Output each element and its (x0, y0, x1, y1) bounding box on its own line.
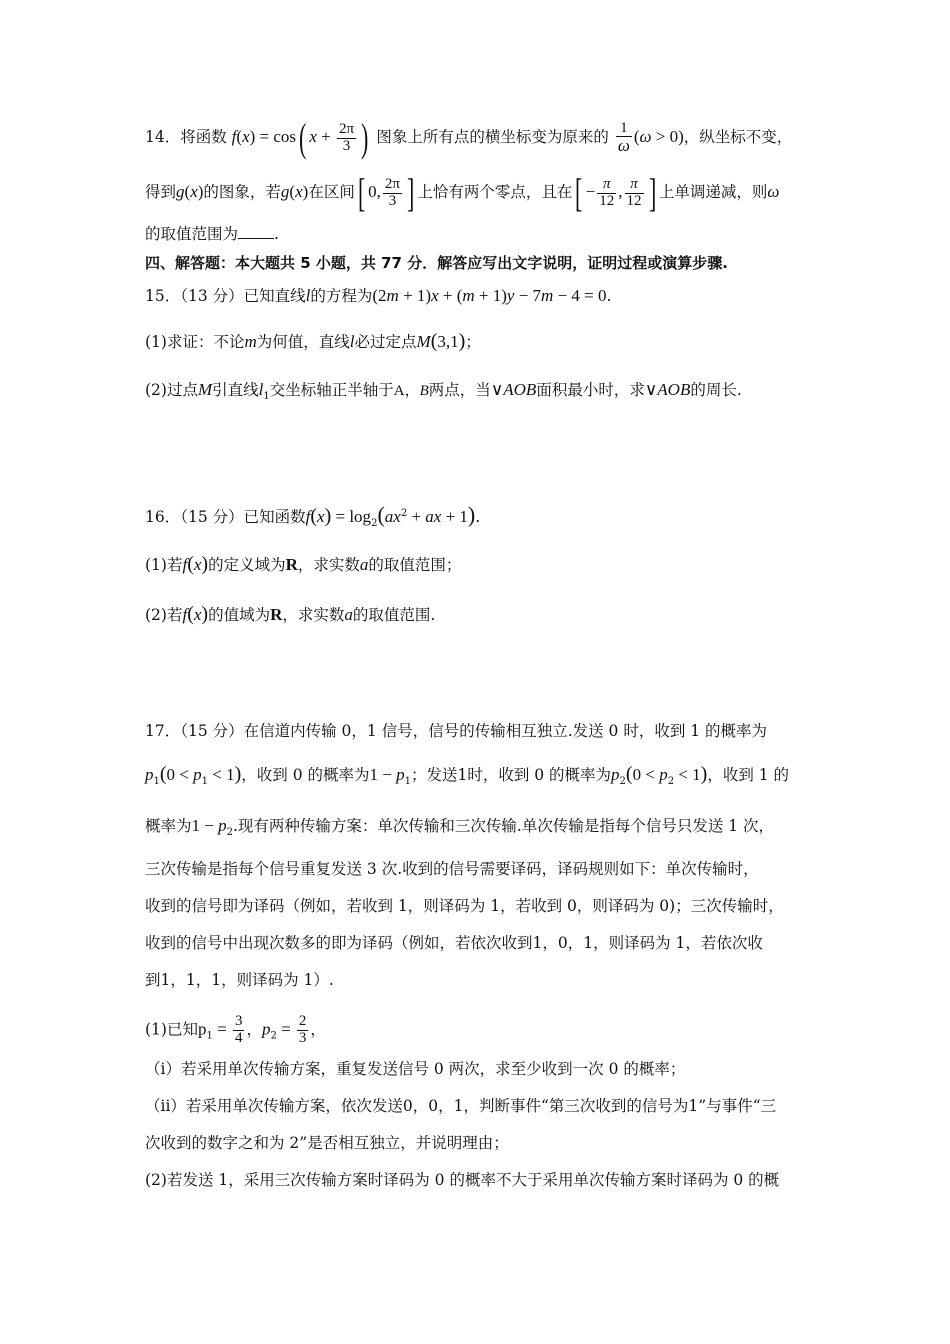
q15-intro: 15．（13 分）已知直线l的方程为(2m + 1)x + (m + 1)y − 7m − 4 = 0. (145, 286, 612, 305)
q16-part2: (2)若f(x)的值域为R，求实数a的取值范围. (145, 603, 436, 625)
q17-sub-ii-a: （ii）若采用单次传输方案，依次发送0，0，1，判断事件“第三次收到的信号为1”与事件“三 (145, 1097, 777, 1115)
q17-line6: 收到的信号中出现次数多的即为译码（例如，若依次收到1，0，1，则译码为 1，若依次收 (145, 934, 763, 952)
q16-text: 16．（15 分）已知函数 (145, 508, 306, 526)
q14-frac-pi-12a: $\frac{\pi}{12}$ (599, 175, 615, 209)
q14-text: 的取值范围为 (145, 225, 239, 243)
q17-line1: 17．（15 分）在信道内传输 0，1 信号，信号的传输相互独立.发送 0 时，收到 1 的概率为 (145, 722, 768, 740)
q17-part1: (1)已知$p_1$ = $\frac{3}{4}$ ，$p_2$ = $\frac{2}{3}$ ， (145, 1013, 326, 1046)
q15-text: 两点，当 (428, 381, 491, 399)
q14-line2: 得到g(x)的图象，若g(x)在区间[ 0, $\frac{2\pi}{3}$ ] 上恰有两个零点，且在[ − $\frac{\pi}{12}$ , $\frac{\pi}{12}$ ] 上单调递减，则ω (145, 170, 780, 215)
q16-intro: 16．（15 分）已知函数$f(x) = \log_2(ax^2$ + ax + 1). (145, 502, 481, 530)
q15-text: 15．（13 分）已知直线 (145, 287, 306, 305)
q15-text: 的周长. (690, 381, 742, 399)
q17-line5: 收到的信号即为译码（例如，若收到 1，则译码为 1，若收到 0，则译码为 0)；三次传输时， (145, 897, 784, 915)
q14-text: 图象上所有点的横坐标变为原来的 (376, 128, 609, 146)
q15-text: 交坐标轴正半轴于 (269, 381, 394, 399)
q15-line-equation: (2m + 1)x + (m + 1)y − 7m − 4 = 0 (372, 286, 607, 305)
q17-text: ；发送1时，收到 0 的概率为 (410, 766, 612, 784)
q15-text: 面积最小时，求 (536, 381, 645, 399)
q16-text: 的定义域为 (208, 556, 286, 574)
q17-text: ， (310, 1020, 326, 1039)
q15-part2: (2)过点M引直线$l_1$交坐标轴正半轴于A，B两点，当∨AOB面积最小时，求∨AOB的周长. (145, 380, 742, 403)
q14-frac-2pi-3: $\frac{2\pi}{3}$ (339, 120, 355, 154)
q14-formula-f: f (231, 127, 237, 146)
q16-text: ，求实数 (297, 556, 360, 574)
q16-text: 的取值范围； (368, 556, 462, 574)
q17-line2: $p_1(0 < p_1 < 1)$，收到 0 的概率为$1 - p_1$；发送1时，收到 0 的概率为$p_2(0 < p_2 < 1)$，收到 1 的 (145, 763, 790, 788)
q17-sub-i: （i）若采用单次传输方案，重复发送信号 0 两次，求至少收到一次 0 的概率； (145, 1060, 686, 1078)
q15-text: ； (465, 333, 481, 351)
q16-text: 的值域为 (208, 606, 271, 624)
q17-text: ，收到 1 的 (707, 766, 790, 784)
q15-text: (2)过点 (145, 381, 198, 399)
q17-frac-3-4: $\frac{3}{4}$ (234, 1013, 243, 1046)
q17-text: .现有两种传输方案：单次传输和三次传输.单次传输是指每个信号只发送 1 次， (232, 817, 775, 835)
q17-line7: 到1，1，1，则译码为 1）. (145, 971, 334, 989)
q14-text: 上恰有两个零点，且在 (417, 183, 573, 201)
q17-text: ， (246, 1020, 262, 1039)
q14-text: 得到 (145, 183, 177, 201)
q15-text: (1)求证：不论 (145, 333, 245, 351)
q16-text: ，求实数 (282, 606, 345, 624)
q14-text: 14．将函数 (145, 128, 227, 146)
q14-frac-2pi-3b: $\frac{2\pi}{3}$ (384, 175, 400, 209)
q17-text: (1)已知 (145, 1020, 198, 1039)
q14-text: 在区间 (308, 183, 355, 201)
q16-text: (2)若 (145, 606, 183, 624)
q17-line4: 三次传输是指每个信号重复发送 3 次.收到的信号需要译码，译码规则如下：单次传输时， (145, 860, 759, 878)
q17-sub-ii-b: 次收到的数字之和为 2”是否相互独立，并说明理由； (145, 1134, 509, 1152)
q14-line3 (145, 224, 279, 243)
q17-text: 概率为 (145, 817, 192, 835)
section-heading: 四、解答题：本大题共 5 小题，共 77 分．解答应写出文字说明，证明过程或演算步骤. (145, 254, 728, 272)
q15-text: 引直线 (212, 381, 259, 399)
q14-frac-1-omega: $\frac{1}{\omega}$ (617, 119, 630, 156)
q16-part1: (1)若f(x)的定义域为R，求实数a的取值范围； (145, 553, 462, 575)
q17-part2: (2)若发送 1，采用三次传输方案时译码为 0 的概率不大于采用单次传输方案时译码为 0 的概 (145, 1171, 780, 1189)
q17-text: ，收到 0 的概率为 (241, 766, 370, 784)
q14-text: . (274, 225, 279, 243)
q14-frac-pi-12b: $\frac{\pi}{12}$ (626, 175, 642, 209)
answer-blank (238, 224, 274, 239)
q17-frac-2-3: $\frac{2}{3}$ (298, 1013, 307, 1046)
q16-text: 的取值范围. (352, 606, 436, 624)
q16-text: (1)若 (145, 556, 183, 574)
q15-text: 为何值，直线 (256, 333, 350, 351)
q14-text: 上单调递减，则 (658, 183, 768, 201)
q15-part1: (1)求证：不论m为何值，直线l必过定点M(3,1)； (145, 330, 481, 352)
q14-text: ，纵坐标不变， (683, 128, 793, 146)
q15-text: 必过定点 (354, 333, 417, 351)
q14-text: 的图象，若 (203, 183, 281, 201)
q15-text: 的方程为 (310, 287, 373, 305)
q14-line1: 14．将函数 f(x) = cos( x + $\frac{2\pi}{3}$ ) 图象上所有点的横坐标变为原来的 $\frac{1}{\omega}$ (ω > 0)，纵坐标不变， (145, 115, 793, 160)
q17-line3: 概率为$1 - p_2$.现有两种传输方案：单次传输和三次传输.单次传输是指每个信号只发送 1 次， (145, 816, 775, 839)
